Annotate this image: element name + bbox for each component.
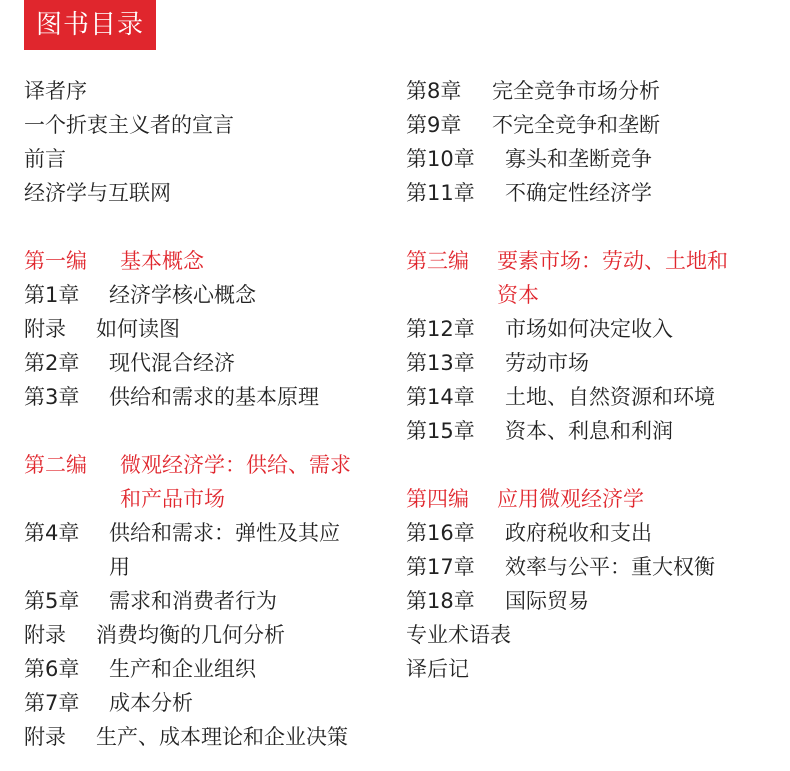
toc-entry [406,74,776,108]
toc-entry [24,74,394,108]
catalog-header: 图书目录 [24,0,156,50]
toc-part-heading [406,244,776,278]
toc-entry-label: 附录 [24,725,66,749]
toc-entry [24,142,394,176]
toc-entry [406,346,776,380]
toc-part-heading [24,448,394,482]
toc-entry-label: 第18章 [406,589,475,613]
toc-entry-title: 供给和需求的基本原理 [109,385,319,409]
toc-entry-title: 消费均衡的几何分析 [96,623,285,647]
toc-entry [406,312,776,346]
toc-indent-spacer [406,278,497,312]
toc-entry-label: 第7章 [24,691,80,715]
toc-entry-title: 效率与公平：重大权衡 [505,555,715,579]
toc-entry-title-continued: 用 [109,555,130,579]
toc-entry-label: 第17章 [406,555,475,579]
toc-entry-label: 第四编 [406,487,469,511]
toc-entry [24,686,394,720]
toc-entry [24,618,394,652]
toc-entry-label: 第二编 [24,453,87,477]
toc-entry-label: 第三编 [406,249,469,273]
toc-entry-label: 第11章 [406,181,475,205]
toc-entry-title-continued: 资本 [497,283,539,307]
toc-entry-title: 专业术语表 [406,623,511,647]
toc-entry-label: 第一编 [24,249,87,273]
toc-entry-title: 政府税收和支出 [505,521,652,545]
toc-entry-title: 微观经济学：供给、需求 [120,453,351,477]
toc-entry-title: 前言 [24,147,66,171]
toc-entry-title-continued: 和产品市场 [120,487,225,511]
toc-entry-label: 第4章 [24,521,80,545]
toc-entry-title: 完全竞争市场分析 [492,79,660,103]
toc-entry-label: 第2章 [24,351,80,375]
toc-entry-title: 土地、自然资源和环境 [505,385,715,409]
toc-entry-label: 第5章 [24,589,80,613]
toc-entry [406,652,776,686]
toc-entry-title: 不完全竞争和垄断 [492,113,660,137]
toc-entry-continuation [406,278,776,312]
toc-entry-title: 基本概念 [120,249,204,273]
toc-entry-label: 第15章 [406,419,475,443]
section-gap [406,210,776,244]
toc-entry-title: 经济学核心概念 [109,283,256,307]
toc-indent-spacer [24,482,120,516]
toc-entry-label: 第14章 [406,385,475,409]
toc-indent-spacer [24,550,109,584]
toc-entry-title: 译后记 [406,657,469,681]
toc-entry-title: 生产、成本理论和企业决策 [96,725,348,749]
toc-entry-label: 第3章 [24,385,80,409]
toc-part-heading [24,244,394,278]
toc-entry [406,618,776,652]
toc-entry [406,108,776,142]
section-gap [24,414,394,448]
toc-entry [406,584,776,618]
toc-entry [406,380,776,414]
toc-entry [24,584,394,618]
toc-entry [406,550,776,584]
toc-entry-label: 附录 [24,623,66,647]
toc-entry-title: 生产和企业组织 [109,657,256,681]
toc-entry [406,142,776,176]
toc-entry-title: 供给和需求：弹性及其应 [109,521,340,545]
toc-entry [24,278,394,312]
toc-entry-continuation [24,482,394,516]
toc-entry [24,312,394,346]
toc-entry [406,516,776,550]
toc-entry [24,346,394,380]
toc-entry-title: 需求和消费者行为 [109,589,277,613]
toc-entry-label: 第10章 [406,147,475,171]
toc-entry [24,720,394,754]
toc-entry [24,652,394,686]
toc-entry-title: 一个折衷主义者的宣言 [24,113,234,137]
toc-entry-title: 资本、利息和利润 [505,419,673,443]
toc-entry-label: 第8章 [406,79,462,103]
toc-entry-title: 市场如何决定收入 [505,317,673,341]
section-gap [24,210,394,244]
toc-entry [24,380,394,414]
toc-entry-title: 国际贸易 [505,589,589,613]
toc-entry-label: 第6章 [24,657,80,681]
toc-entry-label: 第9章 [406,113,462,137]
toc-entry-title: 译者序 [24,79,87,103]
toc-entry [406,176,776,210]
toc-entry [406,414,776,448]
toc-entry-title: 寡头和垄断竞争 [505,147,652,171]
toc-entry-title: 成本分析 [109,691,193,715]
toc-entry-label: 第16章 [406,521,475,545]
toc-entry-label: 第12章 [406,317,475,341]
toc-entry-label: 第1章 [24,283,80,307]
toc-entry-title: 劳动市场 [505,351,589,375]
toc-entry-title: 如何读图 [96,317,180,341]
toc-entry-continuation [24,550,394,584]
toc-entry [24,108,394,142]
toc-right-column [406,74,776,686]
toc-entry-title: 不确定性经济学 [505,181,652,205]
toc-entry-label: 附录 [24,317,66,341]
toc-entry [24,516,394,550]
section-gap [406,448,776,482]
toc-left-column [24,74,394,754]
toc-entry-label: 第13章 [406,351,475,375]
toc-part-heading [406,482,776,516]
toc-entry-title: 经济学与互联网 [24,181,171,205]
toc-entry-title: 现代混合经济 [109,351,235,375]
toc-entry-title: 应用微观经济学 [497,487,644,511]
toc-entry-title: 要素市场：劳动、土地和 [497,249,728,273]
toc-entry [24,176,394,210]
